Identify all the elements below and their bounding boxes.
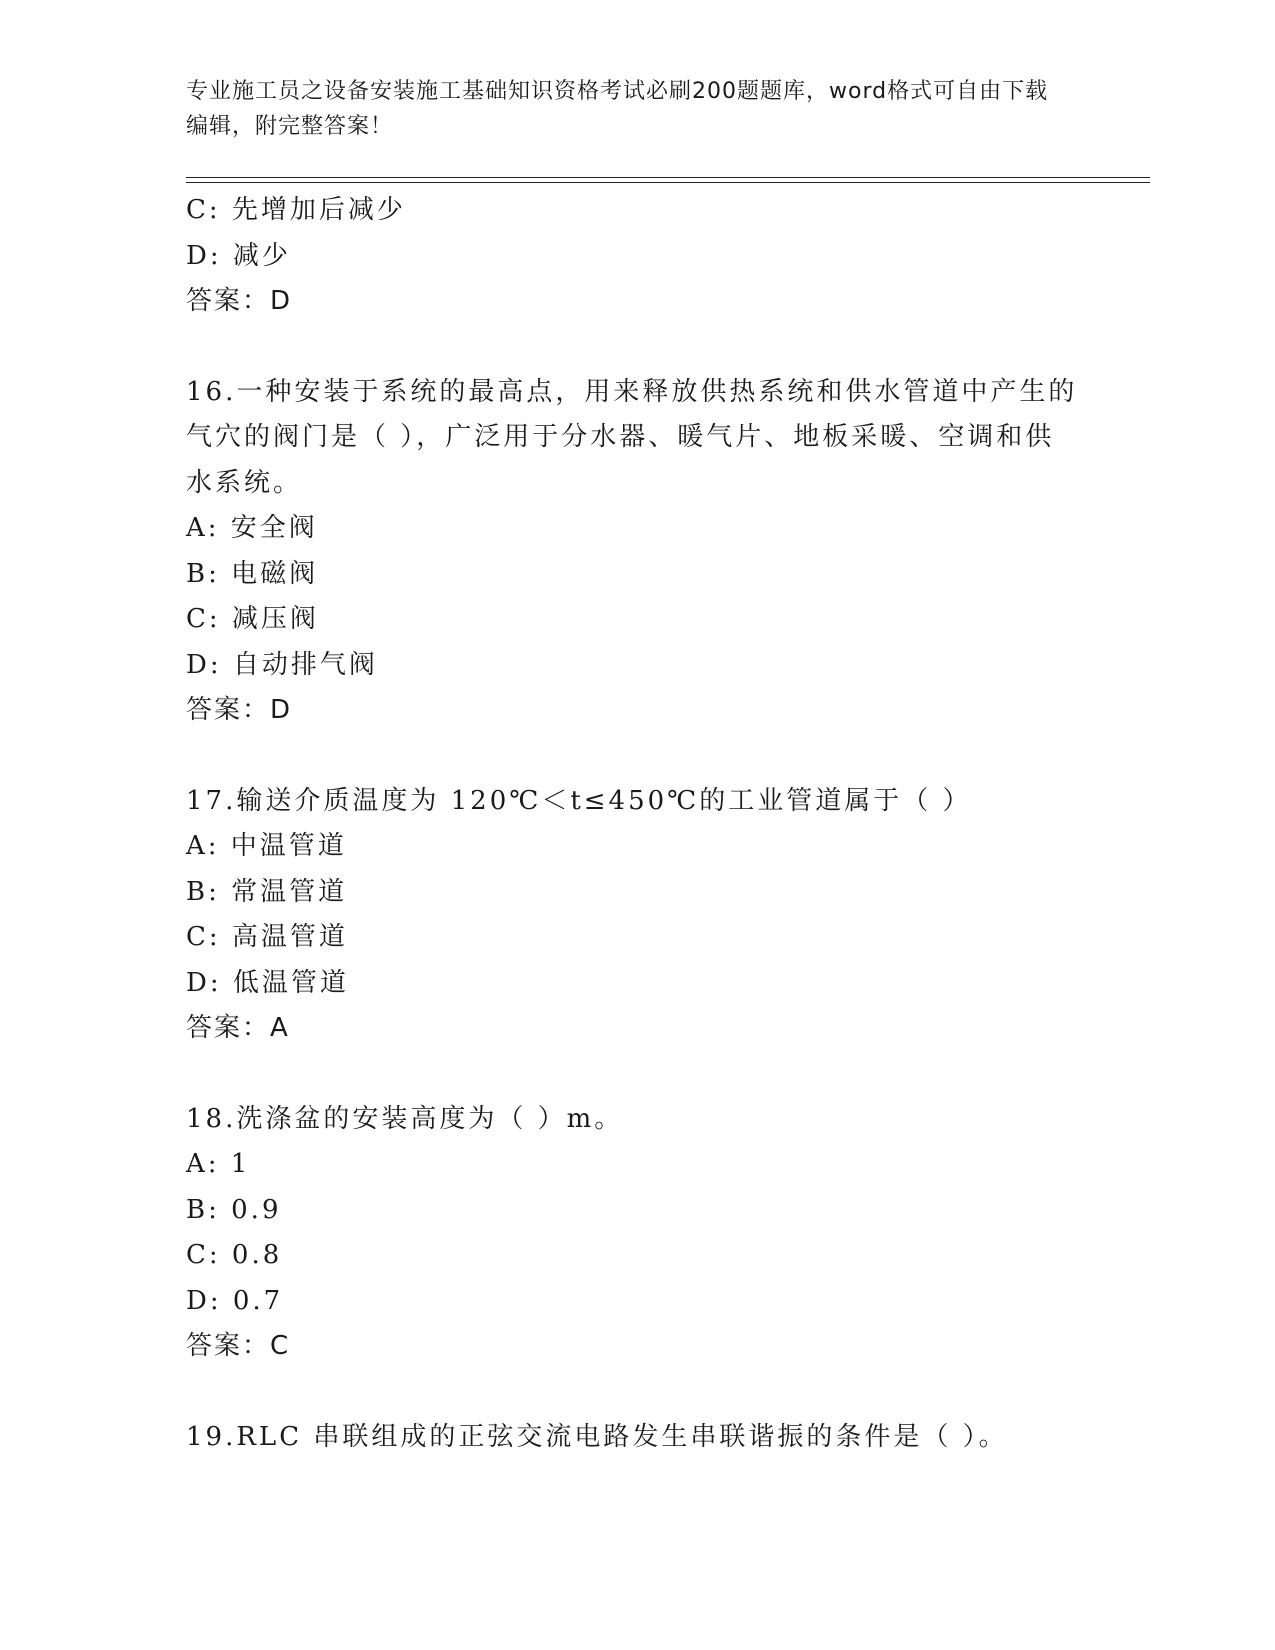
header-divider-top bbox=[186, 177, 1150, 178]
answer-line: 答案：A bbox=[186, 1013, 290, 1043]
option-c: C: 减压阀 bbox=[186, 604, 319, 634]
question-spacer bbox=[186, 1052, 1116, 1097]
question-spacer bbox=[186, 325, 1116, 370]
option-d: D: 0.7 bbox=[186, 1285, 284, 1316]
question-19 bbox=[186, 1415, 1116, 1461]
question-stem-line: 17.输送介质温度为 120℃＜t≤450℃的工业管道属于（ ） bbox=[186, 785, 972, 816]
question-spacer bbox=[186, 734, 1116, 779]
question-stem-line: 水系统。 bbox=[186, 467, 303, 498]
option-c: C: 0.8 bbox=[186, 1240, 283, 1270]
document-header bbox=[186, 74, 1066, 144]
question-content bbox=[186, 188, 1116, 1460]
question-16 bbox=[186, 370, 1116, 734]
answer-line: 答案：C bbox=[186, 1331, 291, 1361]
answer-line: 答案：D bbox=[186, 286, 293, 316]
question-spacer bbox=[186, 1370, 1116, 1415]
question-stem-line: 18.洗涤盆的安装高度为（ ）m。 bbox=[186, 1103, 624, 1134]
previous-question-continuation bbox=[186, 188, 1116, 325]
question-stem-line: 16.一种安装于系统的最高点，用来释放供热系统和供水管道中产生的 bbox=[186, 376, 1078, 407]
header-divider-bottom bbox=[186, 182, 1150, 183]
option-d: D: 自动排气阀 bbox=[186, 649, 378, 680]
option-a: A: 中温管道 bbox=[186, 831, 347, 861]
question-stem-line: 19.RLC 串联组成的正弦交流电路发生串联谐振的条件是（ ）。 bbox=[186, 1421, 1008, 1452]
option-d: D: 减少 bbox=[186, 240, 291, 271]
question-17 bbox=[186, 779, 1116, 1052]
option-d: D: 低温管道 bbox=[186, 967, 349, 998]
option-a: A: 安全阀 bbox=[186, 513, 318, 543]
option-b: B: 电磁阀 bbox=[186, 558, 319, 589]
answer-line: 答案：D bbox=[186, 695, 293, 725]
option-c: C: 先增加后减少 bbox=[186, 195, 406, 225]
question-18 bbox=[186, 1097, 1116, 1370]
option-b: B: 0.9 bbox=[186, 1194, 282, 1225]
option-a: A: 1 bbox=[186, 1149, 251, 1179]
document-title: 专业施工员之设备安装施工基础知识资格考试必刷200题题库，word格式可自由下载编辑，附完整答案！ bbox=[186, 79, 1049, 139]
option-b: B: 常温管道 bbox=[186, 876, 348, 907]
question-stem-line: 气穴的阀门是（ ），广泛用于分水器、暖气片、地板采暖、空调和供 bbox=[186, 422, 1055, 452]
option-c: C: 高温管道 bbox=[186, 922, 348, 952]
